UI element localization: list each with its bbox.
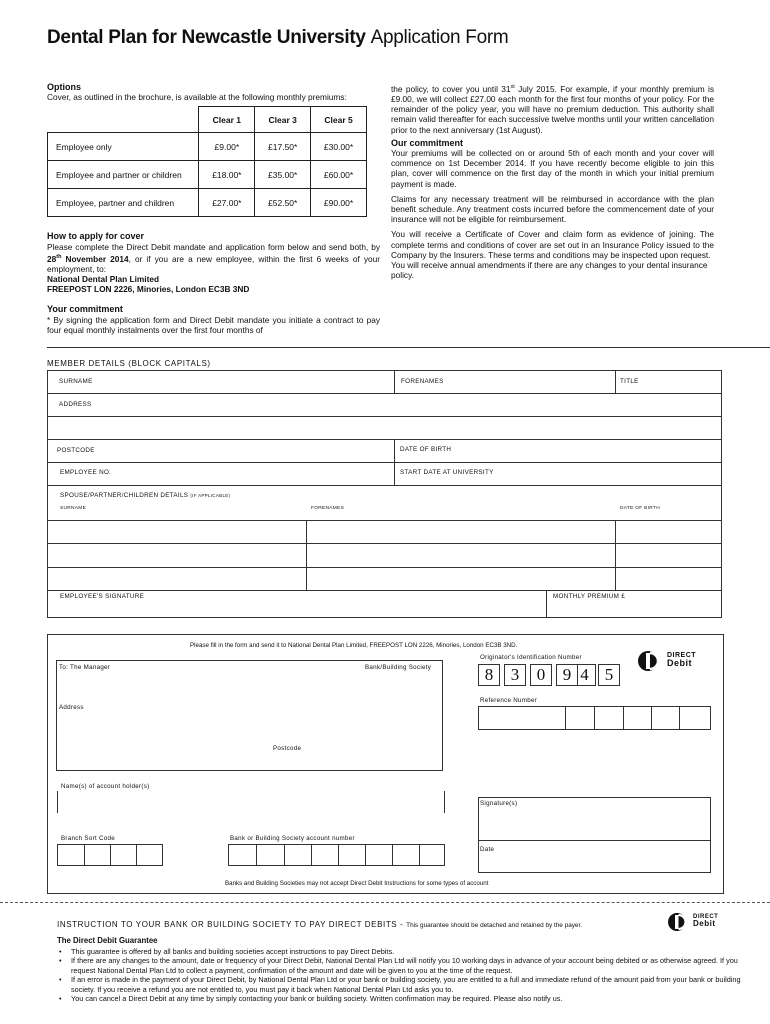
col-line xyxy=(306,520,307,590)
premium-value: £30.00* xyxy=(311,133,367,161)
dd-address-label: Address xyxy=(59,704,84,711)
row-line xyxy=(47,439,722,440)
signature-box[interactable] xyxy=(478,797,711,873)
premium-row-label: Employee, partner and children xyxy=(48,189,199,217)
postcode-label: POSTCODE xyxy=(57,447,95,454)
premium-value: £90.00* xyxy=(311,189,367,217)
signature-date-divider xyxy=(478,840,711,841)
row-line xyxy=(47,567,722,568)
table-row xyxy=(48,133,367,161)
ref-divider xyxy=(623,707,624,729)
page-title xyxy=(47,27,508,49)
spouse-label xyxy=(60,492,230,499)
title-label: TITLE xyxy=(620,378,639,385)
premium-row-label: Employee only xyxy=(48,133,199,161)
start-date-label: START DATE AT UNIVERSITY xyxy=(400,469,494,476)
premium-col-header: Clear 5 xyxy=(311,107,367,133)
your-commitment-text: * By signing the application form and Direct Debit mandate you initiate a contract to pay four equal monthly instalments over the first four months of xyxy=(47,314,380,335)
direct-debit-logo-icon xyxy=(667,912,689,932)
col-line xyxy=(546,590,547,618)
account-number-label: Bank or Building Society account number xyxy=(230,835,355,842)
policy-text-sup: st xyxy=(510,84,515,90)
guarantee-instruction xyxy=(57,920,582,929)
guarantee-direct-debit-logo xyxy=(667,912,737,932)
ref-divider xyxy=(679,707,680,729)
guarantee-list xyxy=(57,947,747,1003)
sub-dob-label: DATE OF BIRTH xyxy=(620,506,660,511)
premium-value: £35.00* xyxy=(255,161,311,189)
logo-top-text: DIRECT xyxy=(667,652,697,659)
acct-divider xyxy=(392,845,393,865)
table-row xyxy=(48,161,367,189)
row-line xyxy=(47,416,722,417)
bank-address-box xyxy=(56,660,443,771)
premium-value: £27.00* xyxy=(199,189,255,217)
amendments-text: You will receive annual amendments if there are any changes to your dental insurance policy. xyxy=(391,260,708,281)
acct-divider xyxy=(256,845,257,865)
direct-debit-logo xyxy=(637,650,717,672)
premium-col-header: Clear 1 xyxy=(199,107,255,133)
dd-instruction: Please fill in the form and send it to National Dental Plan Limited, FREEPOST LON 2226, Minories, London EC3B 3ND. xyxy=(190,642,518,649)
policy-text-a: the policy, to cover you until 31 xyxy=(391,83,511,94)
sort-divider xyxy=(110,845,111,865)
logo-bottom-text: Debit xyxy=(667,658,692,668)
reference-number-box[interactable] xyxy=(478,706,711,730)
col-line xyxy=(615,370,616,393)
apply-text-b: , or if you are a new employee, within the first 6 weeks of your employment, to: xyxy=(47,253,380,274)
holders-field-right xyxy=(444,791,445,813)
premium-table-header xyxy=(48,107,367,133)
originator-digit: 9 xyxy=(556,664,578,686)
title-sub: Application Form xyxy=(370,27,509,48)
bank-society-label: Bank/Building Society xyxy=(365,664,432,671)
sort-code-field[interactable] xyxy=(57,844,163,866)
acct-divider xyxy=(419,845,420,865)
policy-text-b: July 2015. For example, if your monthly premium is £9.00, we will collect £27.00 each month for the first four months of your policy. For the remainder of the policy year, you will have no premium deduction. This authority shall remain valid thereafter for each successive twelve months until your written cancellation prior to the next anniversary (1st August). xyxy=(391,83,714,135)
premium-value: £17.50* xyxy=(255,133,311,161)
to-manager-label: To: The Manager xyxy=(59,664,111,671)
row-line xyxy=(47,485,722,486)
premium-value: £52.50* xyxy=(255,189,311,217)
dd-signature-label: Signature(s) xyxy=(480,800,518,807)
our-commitment-heading: Our commitment xyxy=(391,137,464,148)
spouse-heading: SPOUSE/PARTNER/CHILDREN DETAILS xyxy=(60,492,189,499)
apply-date-sup: th xyxy=(56,253,62,260)
spouse-note: (IF APPLICABLE) xyxy=(190,493,231,498)
surname-label: SURNAME xyxy=(59,378,93,385)
apply-heading: How to apply for cover xyxy=(47,231,145,242)
ref-divider xyxy=(565,707,566,729)
originator-digit: 3 xyxy=(504,664,526,686)
apply-address-1: National Dental Plan Limited xyxy=(47,273,160,284)
your-commitment-heading: Your commitment xyxy=(47,304,123,315)
acct-divider xyxy=(338,845,339,865)
guarantee-heading: The Direct Debit Guarantee xyxy=(57,936,158,945)
options-intro: Cover, as outlined in the brochure, is available at the following monthly premiums: xyxy=(47,92,347,103)
dd-postcode-label: Postcode xyxy=(273,745,302,752)
originator-digit: 5 xyxy=(598,664,620,686)
row-line xyxy=(47,393,722,394)
originator-digit: 4 xyxy=(574,664,596,686)
apply-text-a: Please complete the Direct Debit mandate and application form below and send both, by xyxy=(47,241,380,252)
dd-footer-note: Banks and Building Societies may not accept Direct Debit Instructions for some types of account xyxy=(225,880,489,887)
logo-top-text: DIRECT xyxy=(693,914,719,920)
row-line xyxy=(47,543,722,544)
section-divider xyxy=(47,347,770,348)
signature-label: EMPLOYEE'S SIGNATURE xyxy=(60,593,145,600)
sort-code-label: Branch Sort Code xyxy=(61,835,115,842)
col-line xyxy=(394,439,395,485)
apply-date-rest: November 2014 xyxy=(65,253,129,264)
row-line xyxy=(47,462,722,463)
row-line xyxy=(47,590,722,591)
dd-date-label: Date xyxy=(480,846,495,853)
member-details-heading: MEMBER DETAILS (BLOCK CAPITALS) xyxy=(47,359,211,368)
account-number-field[interactable] xyxy=(228,844,445,866)
list-item: • If there are any changes to the amount, date or frequency of your Direct Debit, National Dental Plan Ltd will notify you 10 working days in advance of your account being debited or as otherwise agreed. If you request National Dental Plan Ltd to collect a payment, confirmation of the amount and date will be given to you at the time of the request. xyxy=(57,956,747,975)
acct-divider xyxy=(365,845,366,865)
acct-divider xyxy=(311,845,312,865)
direct-debit-logo-icon xyxy=(637,650,663,672)
originator-digit: 0 xyxy=(530,664,552,686)
claims-text: Claims for any necessary treatment will be reimbursed in accordance with the plan benefit schedule. Any treatment costs incurred before the commencement date of your insurance will not be eligible for reimbursement. xyxy=(391,193,714,225)
apply-address-2: FREEPOST LON 2226, Minories, London EC3B 3ND xyxy=(47,284,250,295)
sort-divider xyxy=(84,845,85,865)
apply-date-day: 28 xyxy=(47,253,57,264)
list-item: • If an error is made in the payment of your Direct Debit, by National Dental Plan Ltd or your bank or building society, you are entitled to a full and immediate refund of the amount paid from your bank or building society. If you receive a refund you are not entitled to, you must pay it back when National Dental Plan Ltd asks you to. xyxy=(57,975,747,994)
acct-divider xyxy=(284,845,285,865)
premium-corner xyxy=(48,107,199,133)
col-line xyxy=(394,370,395,393)
our-commitment-text: Your premiums will be collected on or around 5th of each month and your cover will commence on 1st December 2014. If you have recently become eligible to join this plan, cover will commence on the first day of the month in which your initial premium payment is made. xyxy=(391,147,714,189)
left-column xyxy=(47,82,380,335)
reference-label: Reference Number xyxy=(480,697,538,704)
premium-value: £60.00* xyxy=(311,161,367,189)
originator-digit: 8 xyxy=(478,664,500,686)
policy-text xyxy=(391,82,714,135)
certificate-text: You will receive a Certificate of Cover and claim form as evidence of joining. The complete terms and conditions of cover are set out in an Insurance Policy issued to the Company by the Insurers. These terms and conditions may be inspected upon request. xyxy=(391,229,714,260)
apply-text xyxy=(47,242,380,274)
sub-surname-label: SURNAME xyxy=(60,506,87,511)
table-row xyxy=(48,189,367,217)
options-heading: Options xyxy=(47,82,81,92)
monthly-premium-label: MONTHLY PREMIUM £ xyxy=(553,593,626,600)
premium-value: £9.00* xyxy=(199,133,255,161)
premium-col-header: Clear 3 xyxy=(255,107,311,133)
originator-label: Originator's Identification Number xyxy=(480,654,582,661)
forenames-label: FORENAMES xyxy=(401,378,444,385)
ref-divider xyxy=(594,707,595,729)
ref-divider xyxy=(651,707,652,729)
guarantee-instruction-text: INSTRUCTION TO YOUR BANK OR BUILDING SOCIETY TO PAY DIRECT DEBITS - xyxy=(57,920,404,929)
premium-row-label: Employee and partner or children xyxy=(48,161,199,189)
premium-table xyxy=(47,106,367,217)
holders-field-left xyxy=(57,791,58,813)
account-holders-label: Name(s) of account holder(s) xyxy=(61,783,150,790)
logo-bottom-text: Debit xyxy=(693,919,716,928)
address-label: ADDRESS xyxy=(59,401,92,408)
row-line xyxy=(47,520,722,521)
list-item: • This guarantee is offered by all banks and building societies accept instructions to pay Direct Debits. xyxy=(57,947,747,956)
sub-forenames-label: FORENAMES xyxy=(311,506,345,511)
list-item: • You can cancel a Direct Debit at any time by simply contacting your bank or building society. Written confirmation may be required. Please also notify us. xyxy=(57,994,747,1003)
sort-divider xyxy=(136,845,137,865)
dob-label: DATE OF BIRTH xyxy=(400,446,452,453)
cut-line xyxy=(0,902,770,903)
title-main: Dental Plan for Newcastle University xyxy=(47,27,366,48)
col-line xyxy=(615,520,616,590)
employee-no-label: EMPLOYEE NO. xyxy=(60,469,112,476)
premium-value: £18.00* xyxy=(199,161,255,189)
guarantee-instruction-note: This guarantee should be detached and retained by the payer. xyxy=(406,922,583,929)
right-column xyxy=(391,82,714,280)
